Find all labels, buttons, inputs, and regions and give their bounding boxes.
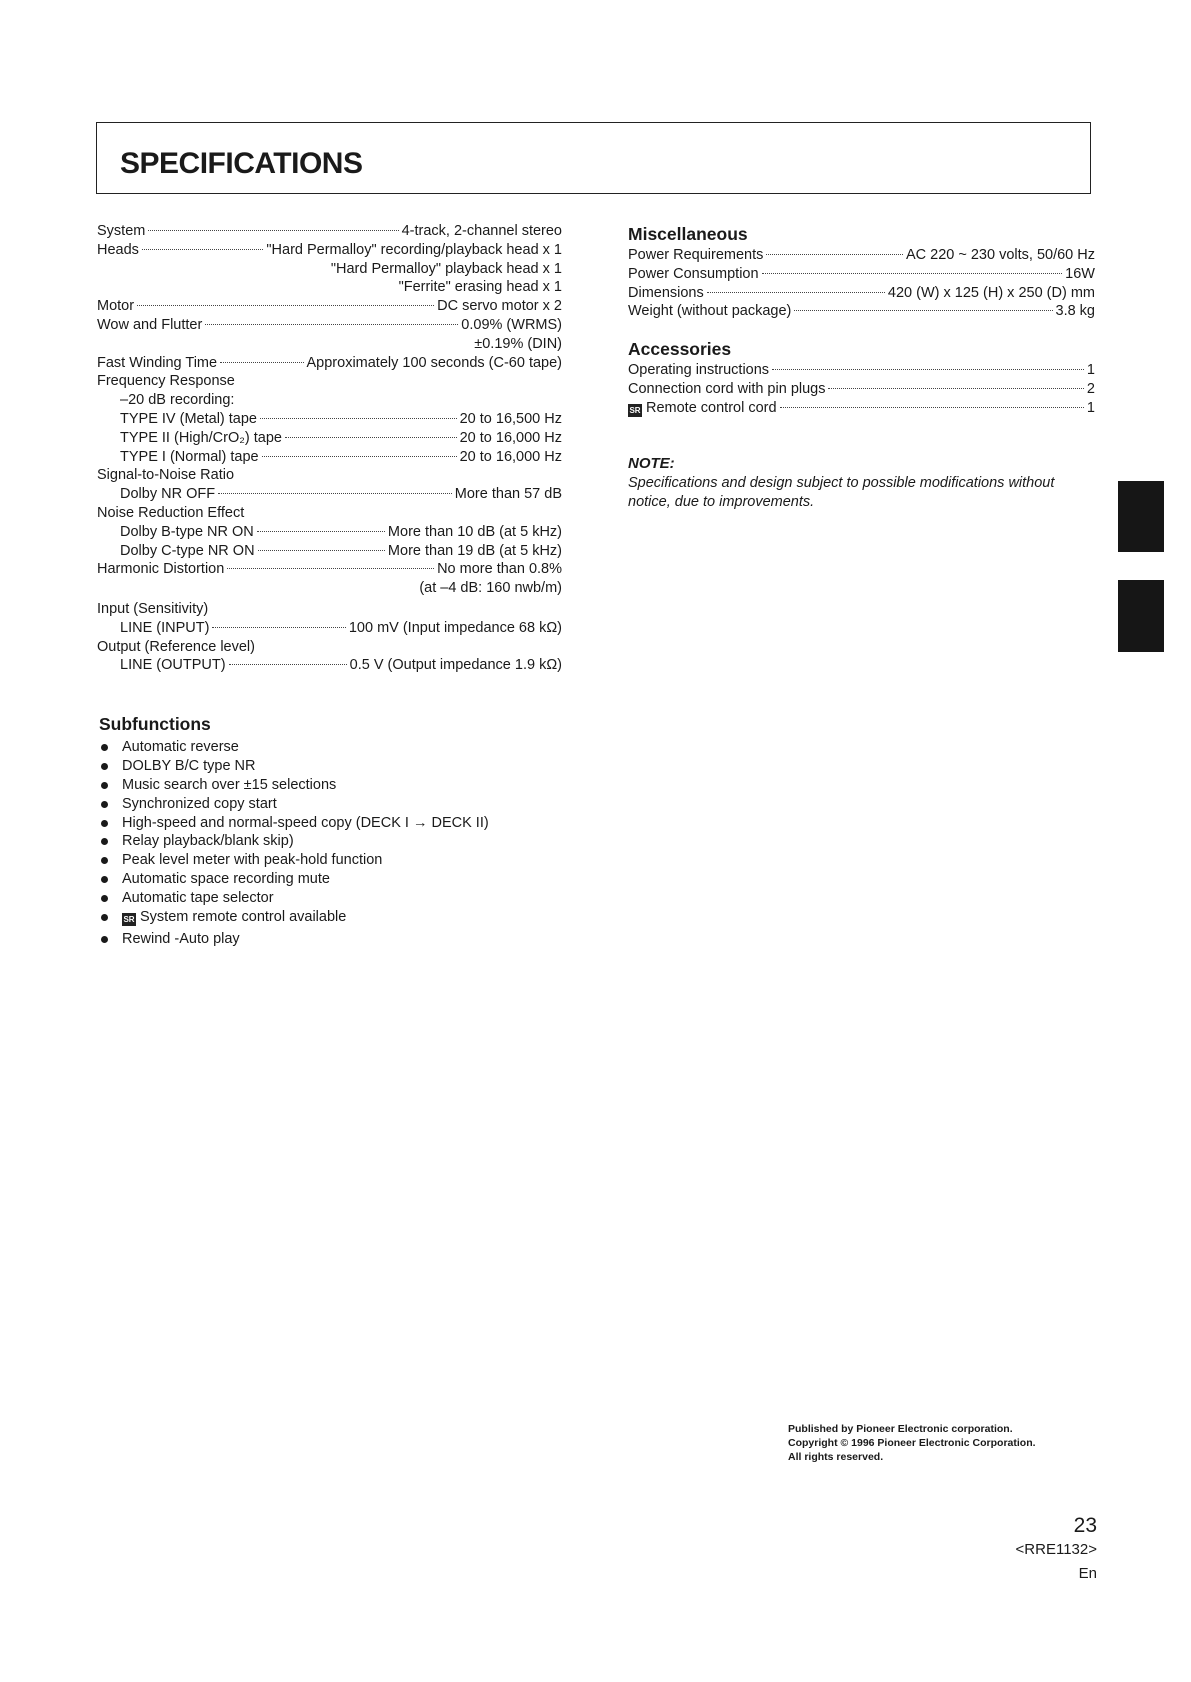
- list-item: Music search over ±15 selections: [99, 776, 559, 795]
- spec-heading-output: Output (Reference level): [97, 638, 255, 655]
- spacer: [628, 321, 1095, 337]
- spec-label: Harmonic Distortion: [97, 561, 225, 578]
- spec-row-fast-winding: [97, 354, 562, 373]
- spec-label: Power Consumption: [628, 265, 759, 282]
- spec-label: SR Remote control cord: [629, 399, 777, 416]
- spec-row-dolby-c: [97, 542, 562, 561]
- section-title-miscellaneous: Miscellaneous: [628, 224, 748, 244]
- spec-value: More than 19 dB (at 5 kHz): [387, 542, 562, 559]
- leader-dots: [229, 664, 347, 665]
- leader-dots: [142, 249, 263, 250]
- spec-label: Wow and Flutter: [97, 316, 203, 333]
- spec-label: Dimensions: [628, 284, 704, 301]
- accessory-row-operating-instructions: [628, 361, 1095, 380]
- spec-value: 20 to 16,000 Hz: [459, 429, 562, 446]
- spec-label: Power Requirements: [628, 247, 764, 263]
- section-title-subfunctions: Subfunctions: [99, 714, 211, 734]
- copyright-line: Copyright © 1996 Pioneer Electronic Corporation.: [788, 1437, 1036, 1449]
- spec-label: TYPE IV (Metal) tape: [120, 410, 257, 427]
- spec-label: Fast Winding Time: [97, 354, 218, 371]
- leader-dots: [227, 568, 434, 569]
- spec-heading-frequency: Frequency Response: [97, 373, 235, 390]
- list-item: Automatic tape selector: [99, 889, 559, 908]
- leader-dots: [212, 627, 345, 628]
- section-tab-mark: [1118, 580, 1164, 652]
- spec-row-motor: [97, 297, 562, 316]
- misc-column: [628, 222, 1095, 512]
- spec-value: More than 57 dB: [454, 486, 562, 503]
- bullet-icon: [101, 782, 108, 789]
- spec-row-dimensions: [628, 284, 1095, 303]
- leader-dots: [766, 254, 903, 255]
- spec-row-dolby-b: [97, 523, 562, 542]
- page-number: 23: [1073, 1514, 1097, 1537]
- list-item: DOLBY B/C type NR: [99, 757, 559, 776]
- spec-value: 0.09% (WRMS): [461, 316, 562, 333]
- spec-value: 20 to 16,500 Hz: [459, 410, 562, 427]
- spec-value: 420 (W) x 125 (H) x 250 (D) mm: [887, 284, 1095, 301]
- spec-label: Heads: [97, 241, 139, 258]
- system-remote-icon: SR: [629, 405, 641, 415]
- spec-value: No more than 0.8%: [437, 561, 562, 578]
- accessory-row-remote-cord: [628, 399, 1095, 418]
- spec-subheading: –20 dB recording:: [120, 392, 235, 409]
- spec-row-power-consumption: [628, 265, 1095, 284]
- leader-dots: [258, 550, 385, 551]
- leader-dots: [285, 437, 457, 438]
- spec-label: TYPE I (Normal) tape: [120, 448, 259, 465]
- subfunctions-section: [99, 712, 559, 949]
- spec-row-type4: [97, 410, 562, 429]
- spec-label: Motor: [97, 298, 135, 315]
- spec-label: Operating instructions: [628, 362, 770, 379]
- leader-dots: [205, 324, 458, 325]
- spec-row-heads: [97, 241, 562, 260]
- specs-column: [97, 222, 562, 675]
- spec-label: Weight (without package): [628, 303, 792, 320]
- spec-row-wow: [97, 316, 562, 335]
- spec-value: "Hard Permalloy" recording/playback head x 1: [266, 241, 562, 258]
- spec-heading-snr: Signal-to-Noise Ratio: [97, 467, 235, 484]
- spec-value: 1: [1086, 399, 1095, 416]
- bullet-icon: [101, 914, 108, 921]
- section-title-accessories: Accessories: [628, 339, 732, 360]
- language-code: En: [1078, 1565, 1097, 1582]
- spec-label: Dolby NR OFF: [120, 486, 216, 503]
- spec-row-type1: [97, 448, 562, 467]
- spec-label: Dolby C-type NR ON: [120, 542, 255, 559]
- leader-dots: [137, 305, 434, 306]
- spec-row-weight: [628, 302, 1095, 321]
- publisher-info: [788, 1422, 1036, 1464]
- spec-row-dolby-off: [97, 485, 562, 504]
- bullet-icon: [101, 763, 108, 770]
- leader-dots: [260, 418, 457, 419]
- bullet-icon: [101, 857, 108, 864]
- spec-heading-input: Input (Sensitivity): [97, 600, 209, 617]
- spec-label: TYPE II (High/CrO₂) tape: [120, 429, 282, 446]
- list-item: High-speed and normal-speed copy (DECK I → DECK II): [99, 814, 559, 833]
- system-remote-icon: SR: [123, 915, 135, 925]
- bullet-icon: [101, 876, 108, 883]
- bullet-icon: [101, 744, 108, 751]
- leader-dots: [220, 362, 303, 363]
- spec-row-type2: [97, 429, 562, 448]
- subfunctions-list: [99, 738, 559, 949]
- spec-value: 16W: [1065, 265, 1095, 282]
- spec-value: 4-track, 2-channel stereo: [401, 223, 562, 239]
- leader-dots: [218, 493, 452, 494]
- note-title: NOTE:: [628, 454, 675, 472]
- spec-row-system: [97, 222, 562, 241]
- page-title: SPECIFICATIONS: [120, 147, 363, 180]
- spec-value: 0.5 V (Output impedance 1.9 kΩ): [349, 657, 562, 674]
- rights-line: All rights reserved.: [788, 1451, 884, 1463]
- spec-row-line-output: [97, 656, 562, 675]
- bullet-icon: [101, 895, 108, 902]
- leader-dots: [707, 292, 885, 293]
- spec-continuation: ±0.19% (DIN): [474, 335, 562, 352]
- list-item: Synchronized copy start: [99, 795, 559, 814]
- note-text: Specifications and design subject to possible modifications without notice, due to improvements.: [628, 474, 1055, 510]
- leader-dots: [828, 388, 1083, 389]
- list-item: Relay playback/blank skip): [99, 832, 559, 851]
- spec-value: 100 mV (Input impedance 68 kΩ): [348, 619, 562, 636]
- list-item: Automatic reverse: [99, 738, 559, 757]
- spec-value: 3.8 kg: [1055, 303, 1095, 320]
- header-box: [96, 122, 1091, 194]
- leader-dots: [762, 273, 1063, 274]
- spec-row-harmonic-distortion: [97, 560, 562, 579]
- leader-dots: [780, 407, 1084, 408]
- leader-dots: [148, 230, 398, 231]
- spec-value: 20 to 16,000 Hz: [459, 448, 562, 465]
- list-item: Rewind -Auto play: [99, 930, 559, 949]
- spec-continuation: "Ferrite" erasing head x 1: [398, 279, 562, 296]
- bullet-icon: [101, 838, 108, 845]
- spec-label: LINE (OUTPUT): [120, 657, 226, 674]
- spec-value: AC 220 ~ 230 volts, 50/60 Hz: [905, 247, 1095, 263]
- leader-dots: [794, 310, 1052, 311]
- spec-heading-noise-reduction: Noise Reduction Effect: [97, 504, 245, 521]
- list-item: SR System remote control available: [99, 908, 559, 927]
- spec-value: 2: [1086, 380, 1095, 397]
- publisher-line: Published by Pioneer Electronic corporation.: [788, 1423, 1013, 1435]
- leader-dots: [262, 456, 457, 457]
- document-code: <RRE1132>: [1015, 1541, 1097, 1558]
- leader-dots: [772, 369, 1084, 370]
- bullet-icon: [101, 801, 108, 808]
- spec-continuation: "Hard Permalloy" playback head x 1: [330, 260, 562, 277]
- spec-row-power-requirements: [628, 246, 1095, 265]
- spec-label: LINE (INPUT): [120, 619, 210, 636]
- list-item: Automatic space recording mute: [99, 870, 559, 889]
- spec-value: More than 10 dB (at 5 kHz): [387, 523, 562, 540]
- spec-label: System: [97, 223, 146, 239]
- spec-row-line-input: [97, 619, 562, 638]
- list-item: Peak level meter with peak-hold function: [99, 851, 559, 870]
- section-tab-mark: [1118, 481, 1164, 552]
- spec-value: 1: [1086, 362, 1095, 379]
- spec-value: Approximately 100 seconds (C-60 tape): [306, 354, 562, 371]
- spec-label: Dolby B-type NR ON: [120, 523, 254, 540]
- spec-label: Connection cord with pin plugs: [628, 380, 826, 397]
- leader-dots: [257, 531, 385, 532]
- spec-value: DC servo motor x 2: [437, 298, 562, 315]
- bullet-icon: [101, 820, 108, 827]
- bullet-icon: [101, 936, 108, 943]
- spec-continuation: (at –4 dB: 160 nwb/m): [419, 580, 562, 597]
- accessory-row-connection-cord: [628, 380, 1095, 399]
